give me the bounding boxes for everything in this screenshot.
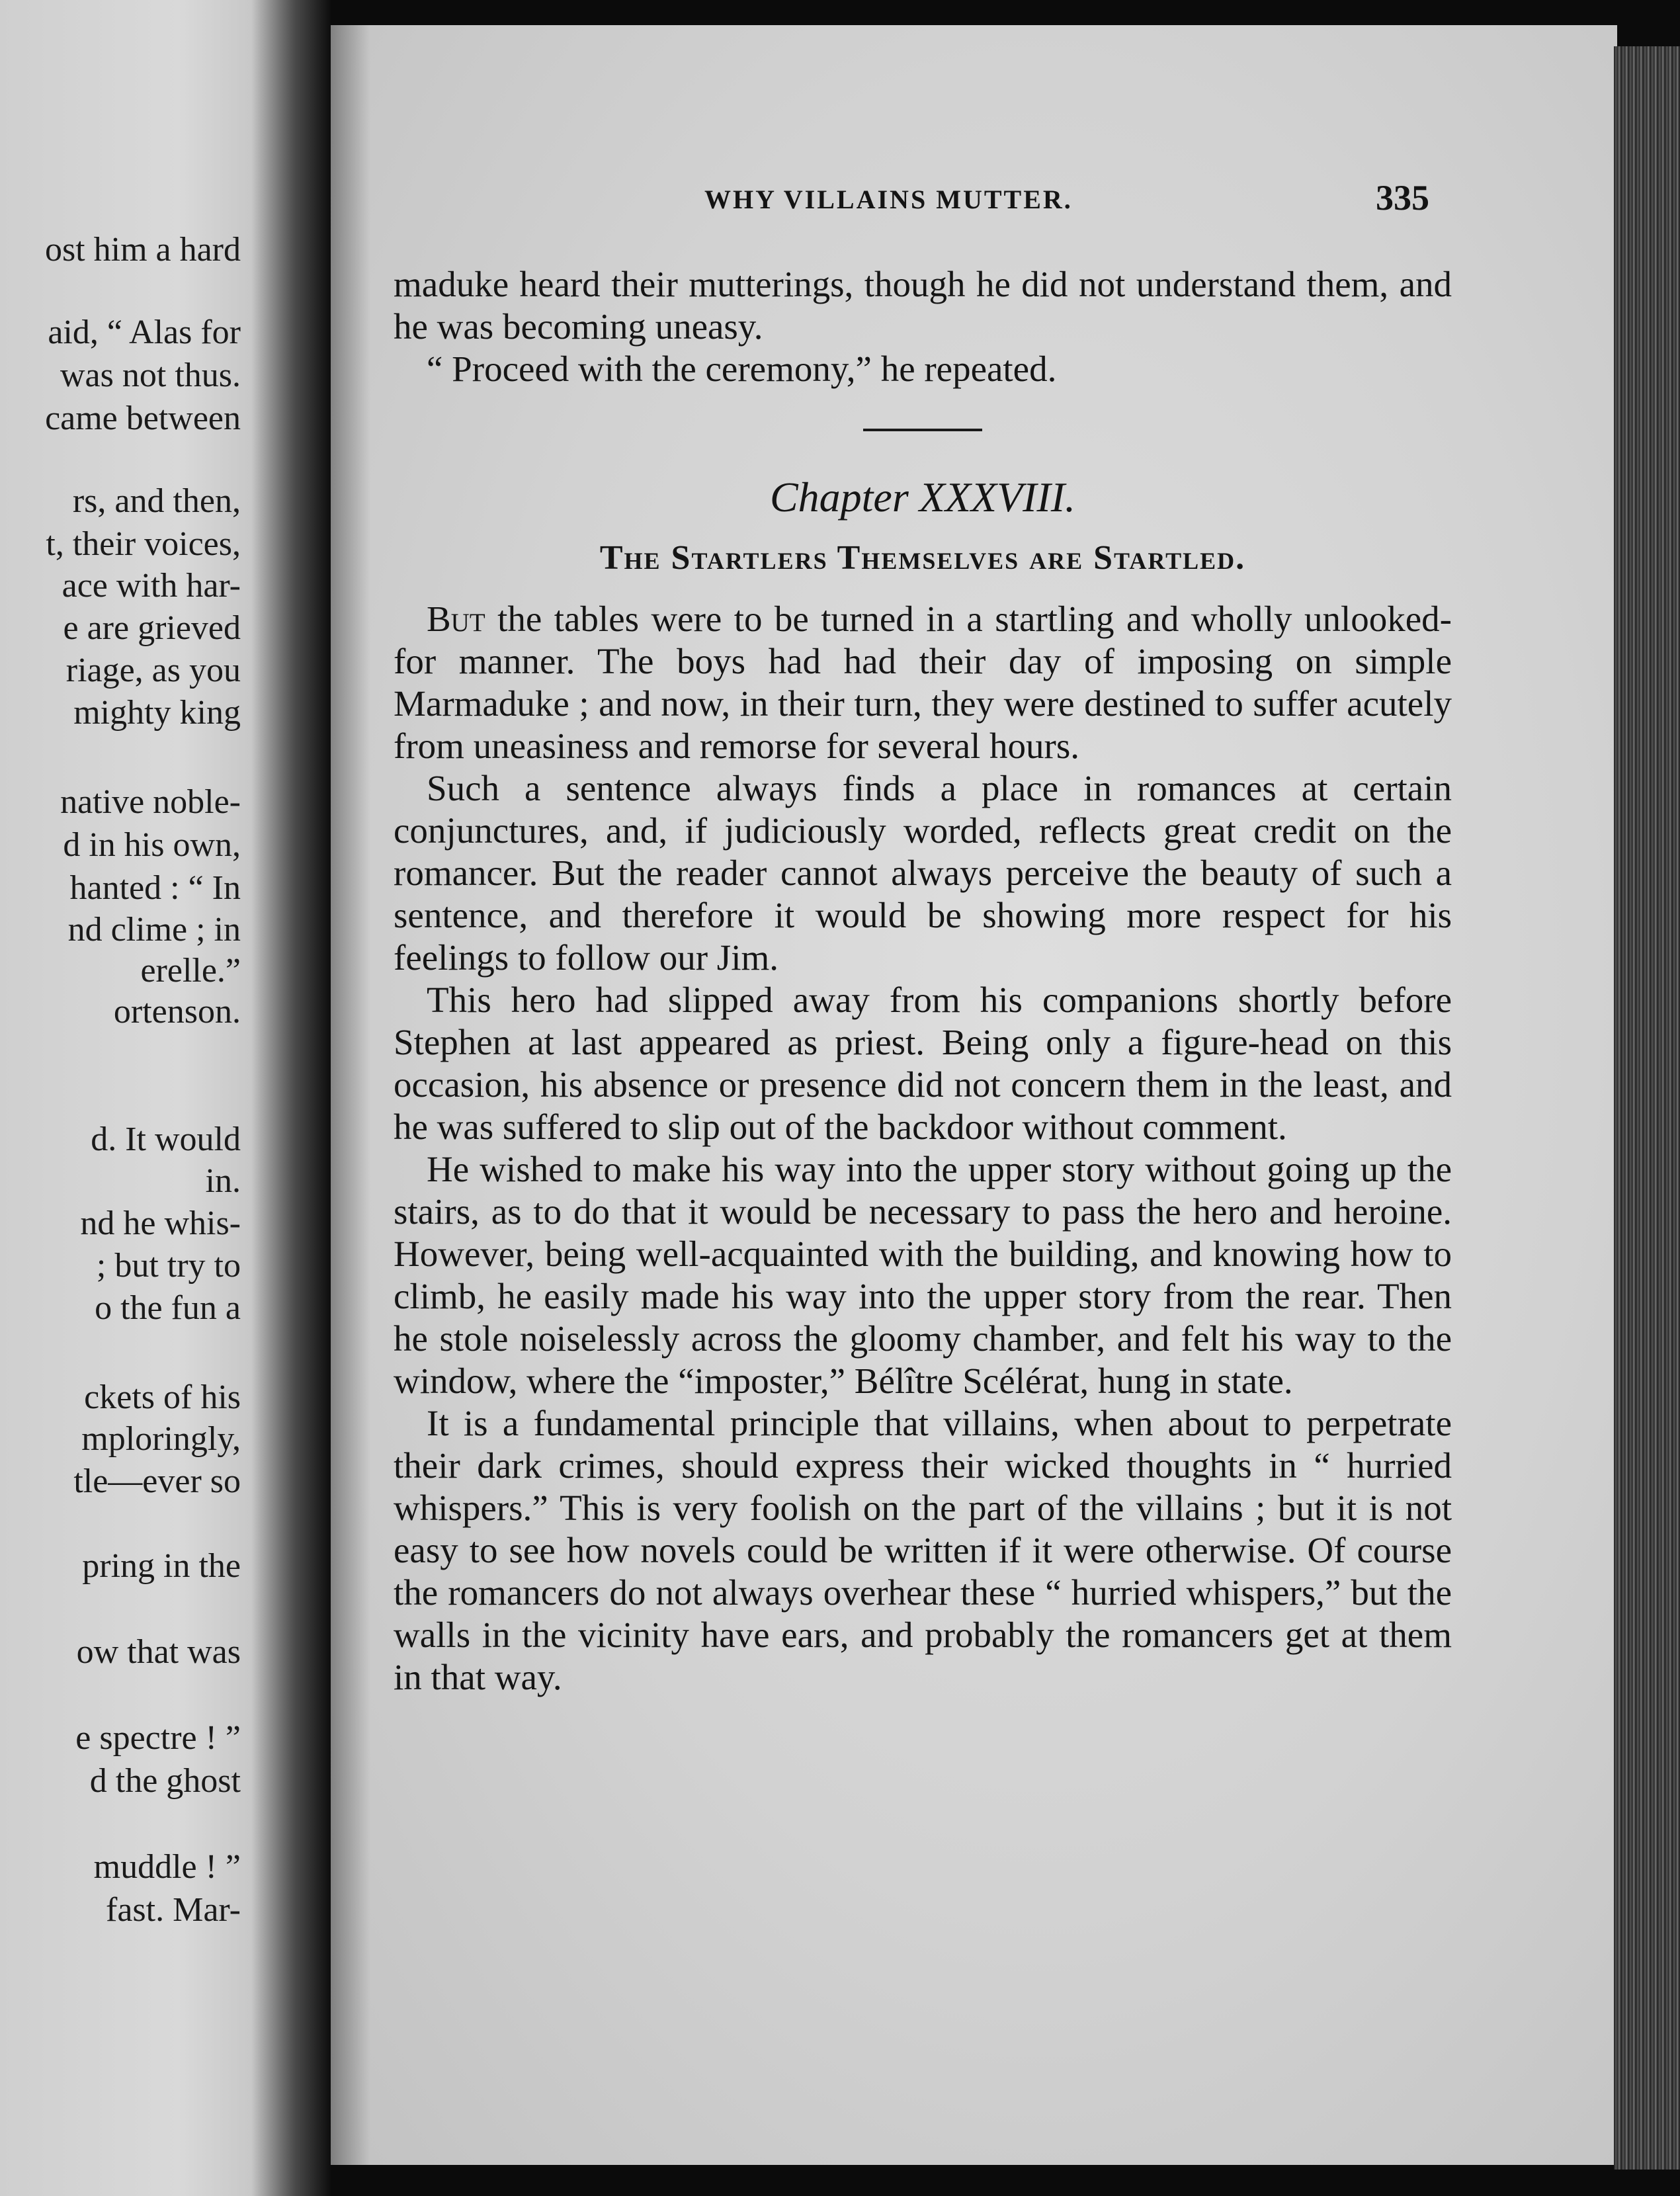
left-line: came between — [45, 400, 241, 437]
left-line: muddle ! ” — [93, 1848, 241, 1886]
left-line: ost him a hard — [44, 231, 241, 269]
left-line: d in his own, — [63, 826, 241, 864]
page-number: 335 — [1376, 178, 1429, 218]
page-header — [331, 178, 1455, 237]
left-line: ; but try to — [96, 1247, 241, 1285]
paragraph-1-lead: But — [427, 599, 485, 639]
opening-paragraph: maduke heard their mutterings, though he did not understand them, and he was becoming uneasy. — [394, 264, 1452, 347]
left-line: was not thus. — [60, 357, 241, 394]
left-line: riage, as you — [65, 652, 241, 689]
left-line: t, their voices, — [46, 525, 241, 563]
left-line: mploringly, — [81, 1420, 241, 1458]
left-line: aid, “ Alas for — [48, 314, 241, 351]
left-line: o the fun a — [95, 1289, 241, 1327]
left-line: pring in the — [82, 1547, 241, 1585]
paragraph-3: This hero had slipped away from his companions shortly before Stephen at last appeared as priest. Being only a figure-head on this occasion, his absence or presence did not concern them in the least, and he was suffered to slip out of the backdoor without comment. — [394, 980, 1452, 1147]
left-line: mighty king — [73, 694, 241, 732]
paragraph-4: He wished to make his way into the upper story without going up the stairs, as to do that it would be necessary to pass the hero and heroine. However, being well-acquainted with the building, and knowing how to climb, he easily made his way into the upper story from the rear. Then he stole noiselessly across the gloomy chamber, and felt his way to the window, where the “imposter,” Bélître Scélérat, hung in state. — [394, 1149, 1452, 1401]
left-line: tle—ever so — [73, 1462, 241, 1500]
paragraph-5: It is a fundamental principle that villains, when about to perpetrate their dark crimes, should express their wicked thoughts in “ hurried whispers.” This is very foolish on the part of the villains ; but it is not easy to see how novels could be written if it were otherwise. Of course the romancers do not always overhear these “ hurried whispers,” but the walls in the vicinity have ears, and probably the romancers get at them in that way. — [394, 1403, 1452, 1697]
page-edges — [1614, 46, 1680, 2170]
left-line: d. It would — [91, 1120, 241, 1158]
paragraph-1-text: the tables were to be turned in a startling and wholly unlooked-for manner. The boys had had their day of imposing on simple Marmaduke ; and now, in their turn, they were destined to suffer acutely from uneasiness and remorse for several hours. — [394, 599, 1452, 766]
left-line: fast. Mar- — [106, 1891, 241, 1929]
page-body — [394, 263, 1452, 1699]
left-line: e are grieved — [63, 609, 241, 647]
left-line: d the ghost — [89, 1762, 241, 1800]
left-line: ace with har- — [62, 567, 241, 605]
right-page — [331, 25, 1617, 2165]
left-line: erelle.” — [140, 952, 241, 990]
left-line: nd he whis- — [80, 1204, 241, 1242]
book-gutter — [251, 0, 331, 2196]
chapter-subtitle: The Startlers Themselves are Startled. — [599, 539, 1246, 577]
left-line: in. — [205, 1162, 241, 1200]
left-line: ow that was — [76, 1633, 241, 1671]
dialogue-line: “ Proceed with the ceremony,” he repeated. — [427, 349, 1057, 389]
chapter-title: Chapter XXXVIII. — [769, 474, 1076, 521]
section-rule — [863, 429, 982, 431]
left-line: nd clime ; in — [67, 911, 241, 949]
left-line: rs, and then, — [72, 482, 241, 520]
left-line: e spectre ! ” — [75, 1719, 241, 1757]
paragraph-1 — [394, 598, 1452, 767]
left-line: native noble- — [60, 783, 241, 821]
left-line: ckets of his — [84, 1378, 241, 1416]
running-head: WHY VILLAINS MUTTER. — [704, 185, 1073, 214]
left-line: ortenson. — [113, 993, 241, 1031]
paragraph-2: Such a sentence always finds a place in romances at certain conjunctures, and, if judiciously worded, reflects great credit on the romancer. But the reader cannot always perceive the beauty of such a sentence, and therefore it would be showing more respect for his feelings to follow our Jim. — [394, 768, 1452, 978]
spine-shadow — [331, 25, 370, 2165]
left-line: hanted : “ In — [69, 869, 241, 907]
left-page-text — [0, 0, 251, 2196]
